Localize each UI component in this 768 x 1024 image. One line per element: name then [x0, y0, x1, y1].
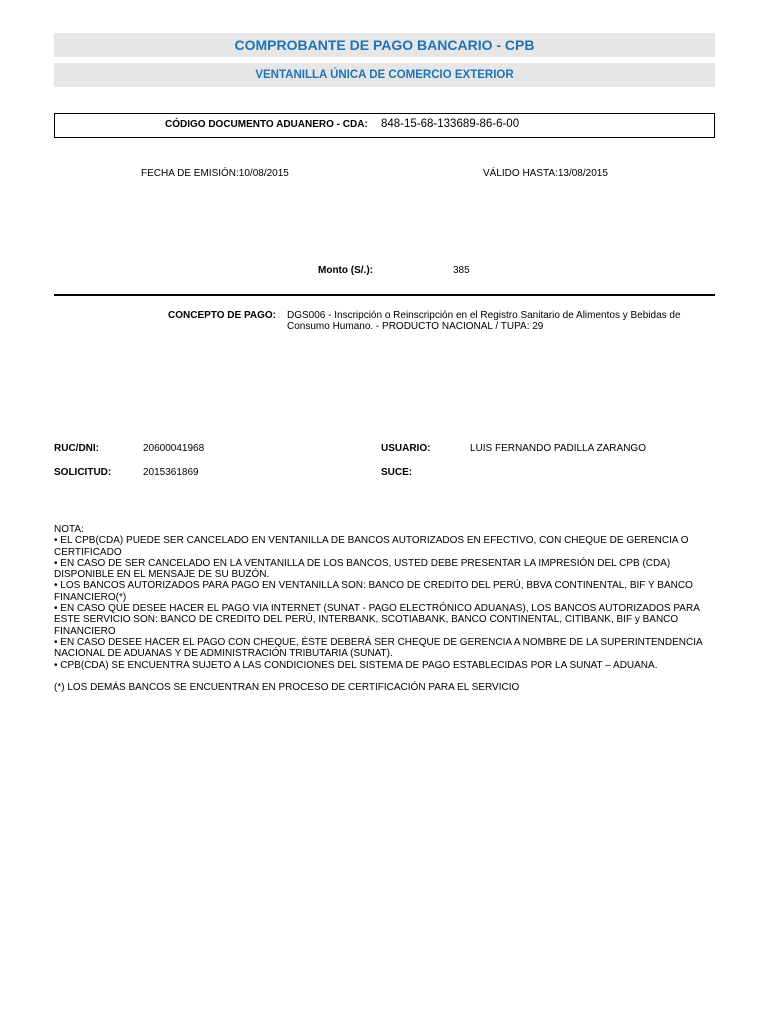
ruc-value: 20600041968 [143, 443, 205, 454]
cda-value: 848-15-68-133689-86-6-00 [381, 118, 520, 130]
note-item: • CPB(CDA) SE ENCUENTRA SUJETO A LAS CONDICIONES DEL SISTEMA DE PAGO ESTABLECIDAS POR LA SUNAT – ADUANA. [54, 659, 658, 671]
note-item: • EN CASO DE SER CANCELADO EN LA VENTANILLA DE LOS BANCOS, USTED DEBE PRESENTAR LA IMPRESIÓN DEL CPB (CDA) DISPONIBLE EN EL MENSAJE DE SU BUZÓN. [54, 557, 671, 581]
user-value: LUIS FERNANDO PADILLA ZARANGO [470, 443, 646, 454]
notes-heading: NOTA: [54, 524, 84, 535]
divider [54, 294, 715, 296]
note-item: • EN CASO QUE DESEE HACER EL PAGO VIA INTERNET (SUNAT - PAGO ELECTRÓNICO ADUANAS), LOS BANCOS AUTORIZADOS PARA ESTE SERVICIO SON: BANCO DE CREDITO DEL PERÚ, INTERBANK, SCOTIABANK, BANCO CONTINENTAL, CITIBANK, BIF y BANCO FINANCIERO [54, 603, 700, 637]
note-item: • EN CASO DESEE HACER EL PAGO CON CHEQUE, ÉSTE DEBERÁ SER CHEQUE DE GERENCIA A NOMBRE DE LA SUPERINTENDENCIA NACIONAL DE ADUANAS Y DE ADMINISTRACIÓN TRIBUTARIA (SUNAT). [54, 636, 703, 660]
cda-box [54, 113, 715, 138]
concept-label: CONCEPTO DE PAGO: [168, 310, 276, 321]
user-label: USUARIO: [381, 443, 431, 454]
cda-label: CÓDIGO DOCUMENTO ADUANERO - CDA: [165, 119, 368, 130]
footnote: (*) LOS DEMÁS BANCOS SE ENCUENTRAN EN PROCESO DE CERTIFICACIÓN PARA EL SERVICIO [54, 682, 520, 693]
ruc-label: RUC/DNI: [54, 443, 99, 454]
suce-label: SUCE: [381, 467, 413, 478]
notes-section [54, 524, 714, 671]
request-label: SOLICITUD: [54, 467, 112, 478]
document-title: COMPROBANTE DE PAGO BANCARIO - CPB [54, 33, 715, 57]
note-item: • EL CPB(CDA) PUEDE SER CANCELADO EN VENTANILLA DE BANCOS AUTORIZADOS EN EFECTIVO, CON CHEQUE DE GERENCIA O CERTIFICADO [54, 535, 689, 558]
amount-label: Monto (S/.): [318, 265, 373, 276]
amount-value: 385 [453, 265, 470, 276]
concept-text: DGS006 - Inscripción o Reinscripción en el Registro Sanitario de Alimentos y Bebidas de Consumo Humano. - PRODUCTO NACIONAL / TUPA: 29 [287, 310, 681, 332]
emission-date: FECHA DE EMISIÓN:10/08/2015 [141, 168, 289, 179]
document-subtitle: VENTANILLA ÚNICA DE COMERCIO EXTERIOR [54, 63, 715, 87]
request-value: 2015361869 [143, 467, 199, 478]
valid-until-date: VÁLIDO HASTA:13/08/2015 [483, 168, 608, 179]
note-item: • LOS BANCOS AUTORIZADOS PARA PAGO EN VENTANILLA SON: BANCO DE CREDITO DEL PERÚ, BBVA CONTINENTAL, BIF Y BANCO FINANCIERO(*) [54, 580, 693, 603]
